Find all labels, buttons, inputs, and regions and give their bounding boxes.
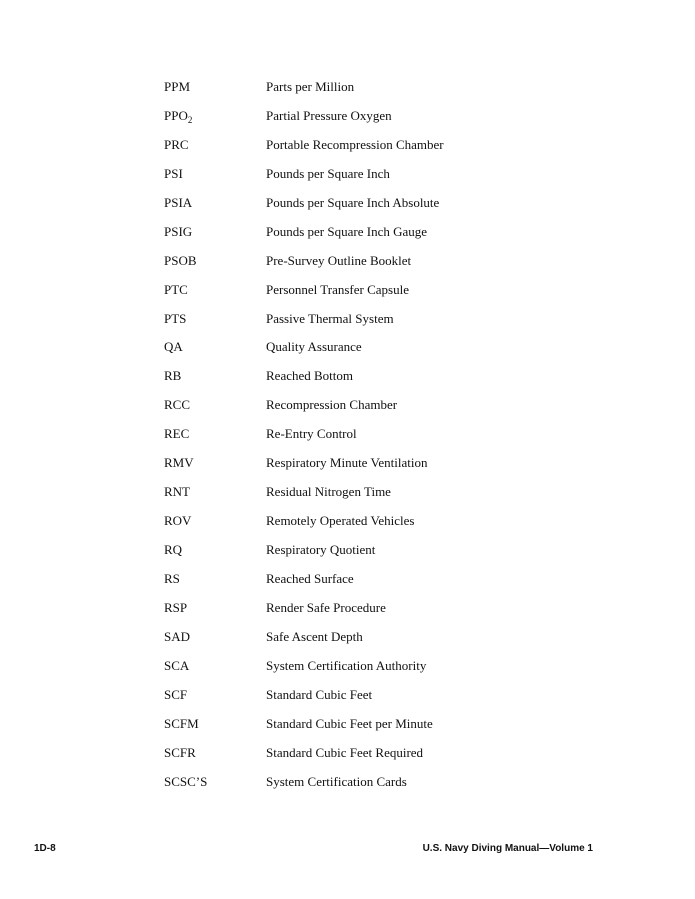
abbreviation-subscript: 2 <box>187 114 193 125</box>
manual-title: U.S. Navy Diving Manual—Volume 1 <box>422 843 593 854</box>
glossary-row <box>164 716 604 745</box>
glossary-row <box>164 253 604 282</box>
glossary-abbreviation: SCFM <box>164 715 199 731</box>
glossary-abbreviation: PPM <box>164 79 191 94</box>
glossary-abbreviation: SCFR <box>164 744 196 760</box>
glossary-abbreviation: QA <box>164 339 183 355</box>
glossary-definition: Standard Cubic Feet Required <box>266 744 424 760</box>
glossary-row <box>164 658 604 687</box>
glossary-abbreviation: PTC <box>164 281 188 297</box>
glossary-definition: Standard Cubic Feet per Minute <box>266 715 433 731</box>
glossary-definition: Pounds per Square Inch Absolute <box>266 194 440 210</box>
glossary-definition: Pounds per Square Inch <box>266 165 390 181</box>
glossary-row <box>164 108 604 137</box>
glossary-row <box>164 368 604 397</box>
glossary-row <box>164 687 604 716</box>
glossary-abbreviation: REC <box>164 426 190 442</box>
glossary-row <box>164 311 604 340</box>
glossary-abbreviation: PSOB <box>164 252 197 268</box>
glossary-abbreviation: RMV <box>164 455 194 471</box>
glossary-abbreviation: ROV <box>164 513 192 529</box>
glossary-definition: Standard Cubic Feet <box>266 686 373 702</box>
glossary-abbreviation: RQ <box>164 542 183 557</box>
glossary-abbreviation: PSI <box>164 165 183 181</box>
glossary-definition: Pre-Survey Outline Booklet <box>266 252 412 268</box>
glossary-row <box>164 166 604 195</box>
glossary-row <box>164 455 604 484</box>
glossary-definition: Respiratory Quotient <box>266 542 376 557</box>
glossary-list <box>164 79 604 802</box>
glossary-row <box>164 137 604 166</box>
glossary-row <box>164 426 604 455</box>
glossary-abbreviation: PSIG <box>164 223 193 239</box>
page-number: 1D-8 <box>34 843 56 854</box>
glossary-definition: Passive Thermal System <box>266 310 394 326</box>
glossary-row <box>164 745 604 774</box>
glossary-row <box>164 513 604 542</box>
glossary-row <box>164 484 604 513</box>
glossary-definition: Safe Ascent Depth <box>266 628 363 644</box>
glossary-abbreviation: PTS <box>164 310 187 326</box>
glossary-definition: System Certification Cards <box>266 773 407 789</box>
glossary-definition: Reached Surface <box>266 570 354 586</box>
glossary-row <box>164 600 604 629</box>
glossary-abbreviation: PSIA <box>164 194 193 210</box>
glossary-abbreviation: SCF <box>164 686 188 702</box>
glossary-definition: Remotely Operated Vehicles <box>266 513 415 529</box>
glossary-abbreviation: RSP <box>164 599 188 615</box>
abbreviation-text: PPO <box>164 107 188 123</box>
glossary-definition: Partial Pressure Oxygen <box>266 107 392 123</box>
glossary-definition: Reached Bottom <box>266 368 354 384</box>
glossary-abbreviation: SCA <box>164 657 190 673</box>
glossary-definition: Render Safe Procedure <box>266 599 386 615</box>
glossary-row <box>164 224 604 253</box>
glossary-definition: Quality Assurance <box>266 339 362 355</box>
glossary-definition: Pounds per Square Inch Gauge <box>266 223 428 239</box>
glossary-row <box>164 774 604 803</box>
glossary-definition: Parts per Million <box>266 79 355 94</box>
glossary-definition: Personnel Transfer Capsule <box>266 281 409 297</box>
glossary-definition: Recompression Chamber <box>266 397 398 413</box>
glossary-row <box>164 571 604 600</box>
glossary-abbreviation: RB <box>164 368 182 384</box>
glossary-definition: Respiratory Minute Ventilation <box>266 455 428 471</box>
glossary-definition: Portable Recompression Chamber <box>266 136 444 152</box>
glossary-abbreviation: RCC <box>164 397 191 413</box>
glossary-abbreviation: SCSC’S <box>164 773 208 789</box>
glossary-row <box>164 339 604 368</box>
glossary-definition: Re-Entry Control <box>266 426 357 442</box>
glossary-abbreviation: RS <box>164 570 180 586</box>
glossary-row <box>164 629 604 658</box>
glossary-abbreviation: SAD <box>164 628 191 644</box>
glossary-abbreviation <box>164 108 192 124</box>
glossary-row <box>164 397 604 426</box>
glossary-row <box>164 79 604 108</box>
glossary-abbreviation: RNT <box>164 484 190 500</box>
glossary-row <box>164 542 604 571</box>
glossary-row <box>164 282 604 311</box>
glossary-abbreviation: PRC <box>164 136 189 152</box>
glossary-definition: Residual Nitrogen Time <box>266 484 391 500</box>
glossary-definition: System Certification Authority <box>266 657 427 673</box>
glossary-row <box>164 195 604 224</box>
